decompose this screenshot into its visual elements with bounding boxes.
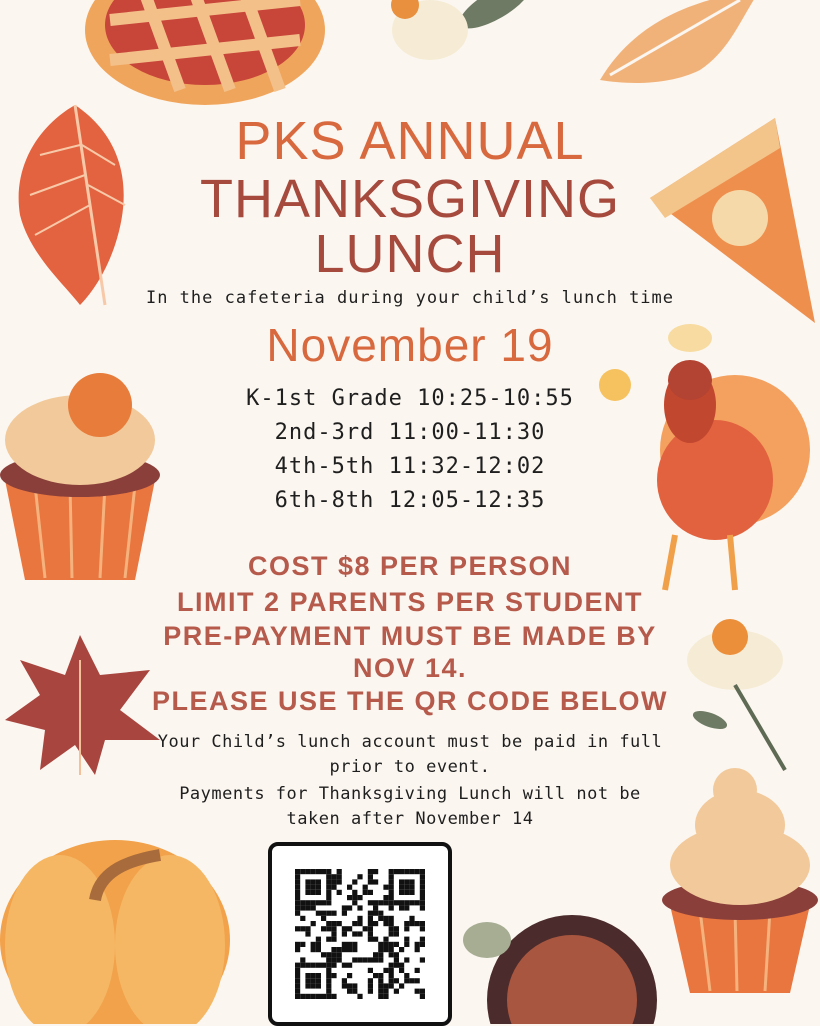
location-subtitle: In the cafeteria during your child’s lunch time: [145, 288, 675, 308]
event-date: November 19: [266, 319, 554, 371]
account-note-cont: prior to event.: [329, 757, 491, 777]
schedule-row: 6th-8th 12:05-12:35: [274, 488, 546, 513]
schedule-row: 2nd-3rd 11:00-11:30: [274, 420, 546, 445]
qr-code-pattern: [272, 846, 448, 1022]
schedule-row: 4th-5th 11:32-12:02: [274, 454, 546, 479]
qr-code[interactable]: [268, 842, 452, 1026]
oak-leaf-top-right: [590, 0, 770, 90]
limit-line: LIMIT 2 PARENTS PER STUDENT: [176, 587, 644, 617]
prepayment-deadline: NOV 14.: [352, 653, 468, 683]
payment-note: Payments for Thanksgiving Lunch will not be: [179, 784, 641, 804]
flower-illustration-top: [385, 0, 545, 80]
title-line-2: THANKSGIVING: [199, 169, 621, 229]
schedule-row: K-1st Grade 10:25-10:55: [246, 386, 574, 411]
prepayment-line: PRE-PAYMENT MUST BE MADE BY: [163, 621, 657, 651]
account-note: Your Child’s lunch account must be paid in full: [157, 732, 663, 752]
payment-note-cont: taken after November 14: [286, 809, 534, 829]
title-line-3: LUNCH: [314, 224, 506, 284]
title-line-1: PKS ANNUAL: [235, 111, 585, 171]
coffee-cup-illustration: [462, 910, 657, 1024]
pumpkin-illustration: [0, 810, 240, 1024]
cost-line: COST $8 PER PERSON: [247, 551, 573, 581]
qr-instruction: PLEASE USE THE QR CODE BELOW: [151, 686, 669, 716]
